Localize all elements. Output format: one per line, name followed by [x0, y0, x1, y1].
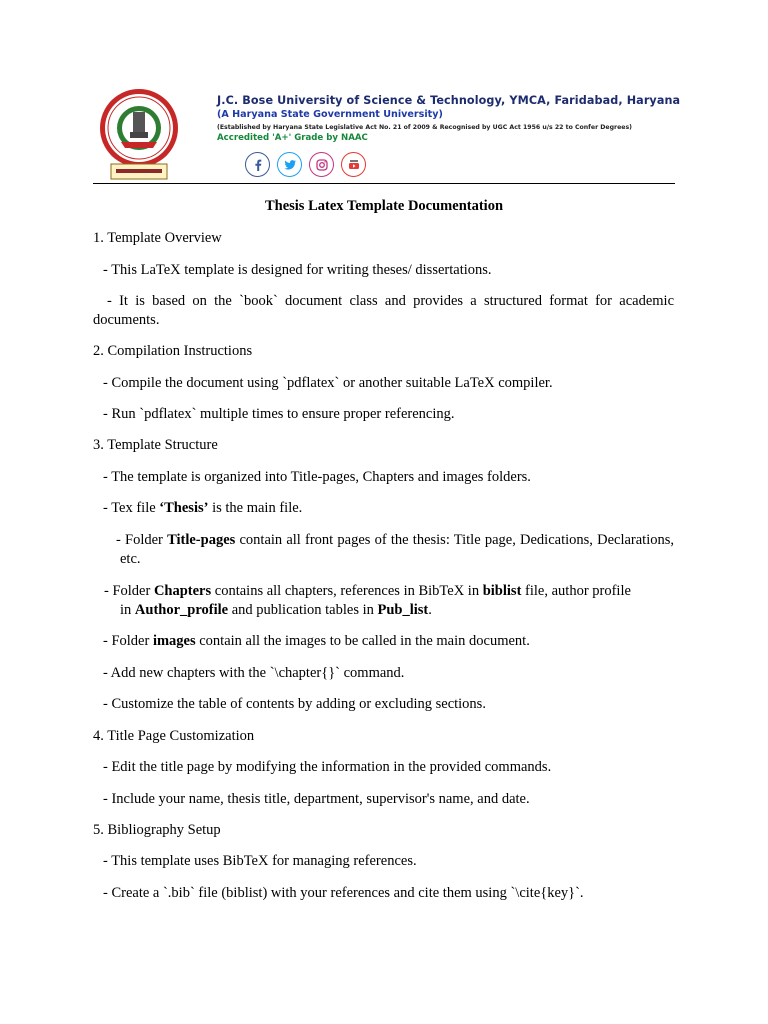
bullet-item: - Edit the title page by modifying the information in the provided commands.: [103, 759, 552, 775]
social-links: [245, 152, 366, 180]
bullet-item: - It is based on the `book` document class and provides a structured format for academic documents.: [93, 293, 674, 328]
bullet-item: - Run `pdflatex` multiple times to ensure proper referencing.: [103, 406, 455, 422]
letterhead-text: [217, 94, 681, 143]
bullet-item: - Create a `.bib` file (biblist) with your references and cite them using `\cite{key}`.: [103, 885, 584, 901]
bullet-item: - This template uses BibTeX for managing references.: [103, 853, 417, 869]
bullet-item: - The template is organized into Title-pages, Chapters and images folders.: [103, 469, 531, 485]
bullet-item-continuation: in Author_profile and publication tables in Pub_list.: [120, 602, 432, 618]
twitter-icon[interactable]: [277, 152, 302, 177]
university-name: J.C. Bose University of Science & Technology, YMCA, Faridabad, Haryana: [217, 94, 681, 107]
bullet-item: - Folder Chapters contains all chapters, references in BibTeX in biblist file, author profile: [104, 583, 631, 599]
university-subtitle: (A Haryana State Government University): [217, 109, 443, 120]
bullet-item: - Customize the table of contents by adding or excluding sections.: [103, 696, 486, 712]
bullet-item: - Include your name, thesis title, department, supervisor's name, and date.: [103, 791, 530, 807]
establishment-note: (Established by Haryana State Legislative Act No. 21 of 2009 & Recognised by UGC Act 1956 u/s 22 to Confer Degrees): [217, 124, 632, 131]
section-heading: 5. Bibliography Setup: [93, 822, 221, 838]
letterhead: [93, 86, 681, 182]
instagram-icon[interactable]: [309, 152, 334, 177]
facebook-icon[interactable]: [245, 152, 270, 177]
bullet-item: - Compile the document using `pdflatex` or another suitable LaTeX compiler.: [103, 375, 553, 391]
section-heading: 3. Template Structure: [93, 437, 218, 453]
bullet-item: - Folder Title-pages contain all front pages of the thesis: Title page, Dedications, Declarations, etc.: [116, 532, 675, 567]
document-title: Thesis Latex Template Documentation: [264, 198, 504, 214]
university-seal-icon: [97, 88, 181, 182]
bullet-item: - Add new chapters with the `\chapter{}` command.: [103, 665, 405, 681]
bullet-item: - This LaTeX template is designed for writing theses/ dissertations.: [103, 262, 492, 278]
youtube-icon[interactable]: [341, 152, 366, 177]
accreditation-text: Accredited 'A+' Grade by NAAC: [217, 133, 368, 143]
bullet-item: - Folder images contain all the images to be called in the main document.: [103, 633, 530, 649]
section-heading: 4. Title Page Customization: [93, 728, 255, 744]
header-divider: [93, 183, 675, 184]
section-heading: 1. Template Overview: [93, 230, 222, 246]
section-heading: 2. Compilation Instructions: [93, 343, 253, 359]
bullet-item: - Tex file ‘Thesis’ is the main file.: [103, 500, 303, 516]
